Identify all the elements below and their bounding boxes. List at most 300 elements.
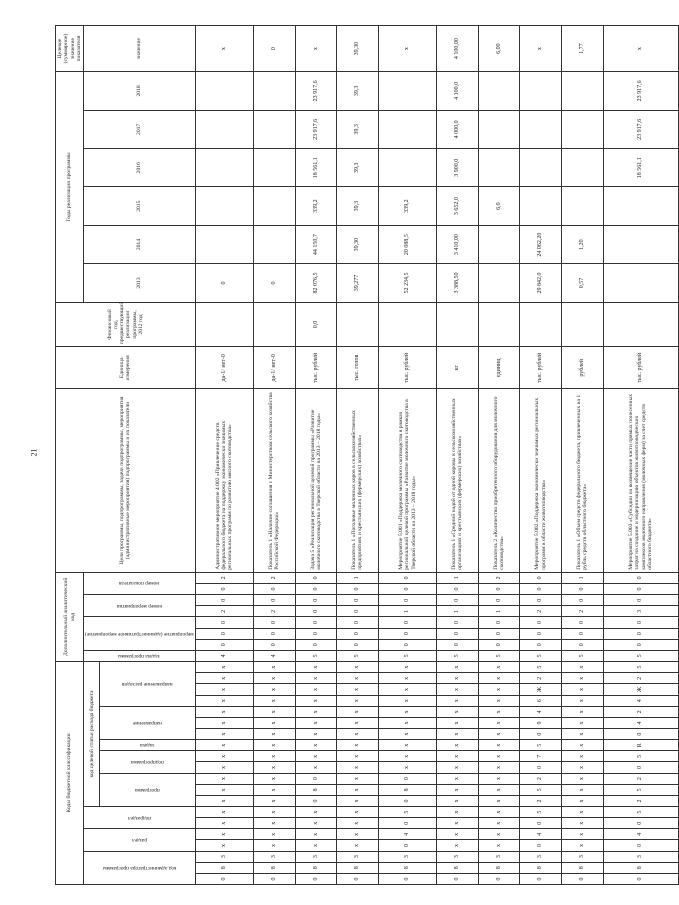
code-digit: х xyxy=(295,729,337,740)
code-digit: 0 xyxy=(253,617,295,628)
code-digit: 0 xyxy=(295,628,337,639)
code-digit: 0 xyxy=(520,873,562,884)
row-year-value xyxy=(478,264,520,302)
code-digit: х xyxy=(378,695,436,706)
code-digit: х xyxy=(378,762,436,773)
code-digit: 5 xyxy=(520,807,562,818)
code-digit: R xyxy=(603,740,678,751)
row-base-year: 0,0 xyxy=(295,302,337,347)
code-digit: 8 xyxy=(295,862,337,873)
code-digit: 0 xyxy=(561,617,603,628)
code-digit: Ж xyxy=(603,684,678,695)
code-digit: 0 xyxy=(295,606,337,617)
code-digit: 0 xyxy=(378,795,436,806)
code-digit: 0 xyxy=(378,617,436,628)
code-digit: х xyxy=(337,762,379,773)
code-digit: х xyxy=(195,729,253,740)
year-header-2014: 2014 xyxy=(84,225,196,263)
code-digit: х xyxy=(478,795,520,806)
code-digit: 0 xyxy=(295,617,337,628)
code-digit: х xyxy=(337,729,379,740)
table-row xyxy=(337,26,379,885)
code-digit: 0 xyxy=(295,795,337,806)
row-year-value xyxy=(520,110,562,148)
code-digit: 0 xyxy=(437,583,479,594)
code-digit: х xyxy=(478,729,520,740)
code-digit: 8 xyxy=(520,862,562,873)
code-digit: х xyxy=(337,673,379,684)
code-digit: 0 xyxy=(603,818,678,829)
code-digit: х xyxy=(437,795,479,806)
page-number: 21 xyxy=(29,448,39,457)
code-digit: 0 xyxy=(378,583,436,594)
row-year-value xyxy=(603,264,678,302)
code-digit: 0 xyxy=(195,617,253,628)
code-digit: х xyxy=(337,740,379,751)
code-digit: 5 xyxy=(520,784,562,795)
code-digit: 2 xyxy=(561,606,603,617)
subsection-header-label: подраздел xyxy=(127,814,151,821)
code-digit: х xyxy=(478,840,520,851)
code-digit: х xyxy=(437,773,479,784)
code-digit: 0 xyxy=(603,595,678,606)
code-digit: 4 xyxy=(603,829,678,840)
code-digit: 0 xyxy=(337,617,379,628)
code-digit: х xyxy=(253,840,295,851)
row-year-value: 39,3 xyxy=(337,187,379,225)
code-digit: 0 xyxy=(253,628,295,639)
year-header-2016: 2016 xyxy=(84,149,196,187)
row-base-year xyxy=(478,302,520,347)
row-unit: да-1/ нет-0 xyxy=(253,347,295,389)
code-digit: х xyxy=(437,762,479,773)
code-digit: 3 xyxy=(603,606,678,617)
row-unit: тыс. голов xyxy=(337,347,379,389)
row-year-value xyxy=(520,72,562,110)
code-digit: 0 xyxy=(603,628,678,639)
subsection-header xyxy=(84,807,196,829)
code-digit: х xyxy=(253,773,295,784)
code-digit: 6 xyxy=(520,695,562,706)
row-year-value: 39,3 xyxy=(337,72,379,110)
code-digit: х xyxy=(561,773,603,784)
code-digit: 0 xyxy=(603,572,678,583)
code-digit: 8 xyxy=(437,862,479,873)
row-description: Показатель 1 «Поголовье молочных коров в сельскохозяйственных предприятиях и крестьянских (фермерских) хозяйствах» xyxy=(337,389,379,572)
code-digit: х xyxy=(337,706,379,717)
code-digit: 0 xyxy=(295,873,337,884)
code-digit: х xyxy=(437,717,479,728)
code-digit: х xyxy=(478,762,520,773)
code-digit: 2 xyxy=(603,706,678,717)
code-digit: х xyxy=(561,795,603,806)
code-digit: 0 xyxy=(253,639,295,650)
code-digit: х xyxy=(478,740,520,751)
code-digit: х xyxy=(295,695,337,706)
expense-direction-subheader xyxy=(100,661,195,706)
row-description: Административное мероприятие 4.002 «Привлечение средств федерального бюджета на поддержку экономически значимых региональных программ по развитию мясного скотоводства» xyxy=(195,389,253,572)
row-unit: единиц xyxy=(478,347,520,389)
expense-direction-subheader-label: направление расходов xyxy=(122,680,173,687)
code-digit: х xyxy=(437,840,479,851)
code-digit: 0 xyxy=(478,873,520,884)
code-digit: 0 xyxy=(520,583,562,594)
code-digit: х xyxy=(253,661,295,672)
code-digit: 5 xyxy=(295,650,337,661)
row-year-value xyxy=(195,149,253,187)
code-digit: 0 xyxy=(337,595,379,606)
code-digit: х xyxy=(253,762,295,773)
row-target-value: х xyxy=(520,26,562,72)
row-base-year xyxy=(561,302,603,347)
code-digit: 0 xyxy=(603,873,678,884)
row-year-value: 3 652,0 xyxy=(437,187,479,225)
code-digit: 2 xyxy=(520,773,562,784)
code-digit: 0 xyxy=(295,583,337,594)
code-digit: 2 xyxy=(603,773,678,784)
row-year-value xyxy=(520,149,562,187)
code-digit: 2 xyxy=(520,673,562,684)
code-digit: 2 xyxy=(195,606,253,617)
code-digit: 0 xyxy=(195,873,253,884)
code-digit: х xyxy=(337,818,379,829)
row-year-value: 20 088,5 xyxy=(378,225,436,263)
row-year-value xyxy=(478,225,520,263)
code-digit: х xyxy=(437,784,479,795)
code-digit: 0 xyxy=(437,873,479,884)
row-year-value xyxy=(253,72,295,110)
code-digit: 0 xyxy=(337,628,379,639)
program-table-sheet xyxy=(55,25,653,885)
code-digit: 0 xyxy=(295,572,337,583)
code-digit: 0 xyxy=(195,595,253,606)
code-digit: 4 xyxy=(195,650,253,661)
code-digit: х xyxy=(561,740,603,751)
section-header-label: раздел xyxy=(131,836,147,843)
row-year-value: 1,20 xyxy=(561,225,603,263)
row-target-value: х xyxy=(195,26,253,72)
row-base-year xyxy=(337,302,379,347)
code-digit: х xyxy=(478,661,520,672)
row-unit: рублей xyxy=(561,347,603,389)
row-year-value xyxy=(561,187,603,225)
code-digit: 3 xyxy=(253,851,295,862)
code-digit: 0 xyxy=(603,639,678,650)
code-digit: х xyxy=(437,740,479,751)
code-digit: 5 xyxy=(561,650,603,661)
code-digit: 2 xyxy=(253,606,295,617)
code-digit: х xyxy=(337,751,379,762)
code-digit: х xyxy=(437,729,479,740)
code-digit: 2 xyxy=(520,606,562,617)
row-target-value: 0 xyxy=(253,26,295,72)
code-digit: 0 xyxy=(437,639,479,650)
row-year-value xyxy=(378,72,436,110)
code-digit: 0 xyxy=(378,818,436,829)
row-year-value xyxy=(561,149,603,187)
code-digit: х xyxy=(478,717,520,728)
code-digit: 0 xyxy=(520,595,562,606)
code-digit: 0 xyxy=(437,595,479,606)
code-digit: х xyxy=(295,740,337,751)
program-task-header-label: задача программы xyxy=(118,652,161,659)
code-digit: х xyxy=(561,807,603,818)
row-year-value: 6,0 xyxy=(478,187,520,225)
code-digit: х xyxy=(561,784,603,795)
code-digit: 3 xyxy=(337,851,379,862)
code-digit: 5 xyxy=(603,807,678,818)
code-digit: 5 xyxy=(520,740,562,751)
code-digit: 5 xyxy=(603,751,678,762)
code-digit: 0 xyxy=(478,628,520,639)
code-digit: 4 xyxy=(378,829,436,840)
code-digit: х xyxy=(478,695,520,706)
code-digit: х xyxy=(253,717,295,728)
activity-number-header xyxy=(84,595,196,617)
code-digit: 0 xyxy=(478,595,520,606)
code-digit: х xyxy=(437,818,479,829)
row-unit: тыс. рублей xyxy=(520,347,562,389)
direction-subheader xyxy=(100,706,195,739)
table-row xyxy=(478,26,520,885)
row-year-value xyxy=(520,187,562,225)
target-header: Целевое (суммарное) значение показателя xyxy=(56,26,84,72)
code-digit: 0 xyxy=(195,639,253,650)
row-year-value: 39,30 xyxy=(337,225,379,263)
admin-code-header xyxy=(84,851,196,884)
row-base-year xyxy=(437,302,479,347)
row-base-year xyxy=(195,302,253,347)
code-digit: х xyxy=(195,695,253,706)
code-digit: 0 xyxy=(520,617,562,628)
code-digit: 0 xyxy=(253,595,295,606)
code-digit: х xyxy=(253,740,295,751)
code-digit: х xyxy=(195,740,253,751)
code-digit: х xyxy=(561,684,603,695)
code-digit: 0 xyxy=(520,818,562,829)
code-digit: х xyxy=(561,829,603,840)
code-digit: 4 xyxy=(603,717,678,728)
code-digit: х xyxy=(195,751,253,762)
code-digit: 2 xyxy=(195,572,253,583)
code-digit: х xyxy=(337,840,379,851)
row-year-value: 29 842,0 xyxy=(520,264,562,302)
code-digit: 2 xyxy=(603,795,678,806)
code-digit: х xyxy=(478,807,520,818)
row-base-year xyxy=(378,302,436,347)
row-year-value: 18 561,1 xyxy=(603,149,678,187)
code-digit: х xyxy=(337,784,379,795)
code-digit: х xyxy=(295,706,337,717)
code-digit: 3 xyxy=(561,851,603,862)
table-row xyxy=(437,26,479,885)
row-year-value xyxy=(478,110,520,148)
code-digit: х xyxy=(378,751,436,762)
code-digit: х xyxy=(378,661,436,672)
code-digit: х xyxy=(295,684,337,695)
code-digit: х xyxy=(253,818,295,829)
code-digit: х xyxy=(195,684,253,695)
fin-year-header: Финансовый год, предшествующий реализации программы, 2012 год xyxy=(56,302,196,347)
code-digit: 0 xyxy=(561,583,603,594)
row-target-value: х xyxy=(295,26,337,72)
row-year-value: 23 917,6 xyxy=(295,110,337,148)
code-digit: 0 xyxy=(478,583,520,594)
table-row xyxy=(253,26,295,885)
code-digit: х xyxy=(378,673,436,684)
code-digit: 0 xyxy=(561,628,603,639)
code-digit: 4 xyxy=(520,706,562,717)
code-digit: х xyxy=(295,807,337,818)
code-digit: х xyxy=(561,673,603,684)
code-digit: х xyxy=(195,706,253,717)
code-digit: х xyxy=(561,840,603,851)
code-digit: 0 xyxy=(253,583,295,594)
code-digit: х xyxy=(295,818,337,829)
code-digit: 1 xyxy=(437,606,479,617)
code-digit: х xyxy=(337,684,379,695)
code-digit: 3 xyxy=(520,851,562,862)
code-digit: 0 xyxy=(520,729,562,740)
task-subheader-label: задача xyxy=(140,742,155,749)
row-description: Мероприятие 5.003 «Субсидии на возмещение части прямых понесенных затрат на создание и модернизацию объектов животноводческих комплексов молочного направления (молочных ферм) за счет средств областного бюджета» xyxy=(603,389,678,572)
code-digit: х xyxy=(478,784,520,795)
code-digit: 0 xyxy=(520,762,562,773)
code-digit: х xyxy=(378,684,436,695)
row-year-value: 4 100,0 xyxy=(437,72,479,110)
code-digit: 5 xyxy=(520,650,562,661)
code-digit: х xyxy=(195,762,253,773)
code-digit: 1 xyxy=(437,572,479,583)
code-digit: х xyxy=(195,673,253,684)
row-unit: тыс. рублей xyxy=(378,347,436,389)
code-digit: 8 xyxy=(603,862,678,873)
row-year-value xyxy=(478,72,520,110)
code-digit: 5 xyxy=(478,650,520,661)
row-year-value: 23 917,6 xyxy=(603,72,678,110)
code-digit: х xyxy=(478,751,520,762)
row-year-value xyxy=(253,187,295,225)
code-digit: х xyxy=(295,673,337,684)
row-description: Мероприятие 5.001 «Поддержка молочного скотоводства в рамках региональной целевой программы «Развитие молочного скотоводства в Тверской области на 2013 – 2018 годы» xyxy=(378,389,436,572)
admin-code-header-label: код администратора программы xyxy=(102,864,176,871)
code-digit: х xyxy=(253,729,295,740)
row-year-value: 18 561,1 xyxy=(295,149,337,187)
row-description: Показатель 2 «Количество приобретенного оборудования для молочного скотоводства» xyxy=(478,389,520,572)
code-digit: 0 xyxy=(378,595,436,606)
target-value-header: значение xyxy=(84,26,196,72)
row-unit: да-1/ нет-0 xyxy=(195,347,253,389)
code-digit: 5 xyxy=(603,650,678,661)
code-digit: 0 xyxy=(520,840,562,851)
code-digit: 0 xyxy=(378,840,436,851)
row-base-year xyxy=(520,302,562,347)
row-year-value xyxy=(478,149,520,187)
row-target-value: 1,77 xyxy=(561,26,603,72)
code-digit: 1 xyxy=(337,572,379,583)
row-year-value: 39,3 xyxy=(337,110,379,148)
row-target-value: 39,30 xyxy=(337,26,379,72)
code-digit: 1 xyxy=(561,572,603,583)
row-year-value: 0 xyxy=(253,264,295,302)
code-digit: 0 xyxy=(603,762,678,773)
code-digit: х xyxy=(478,684,520,695)
year-header-2013: 2013 xyxy=(84,264,196,302)
indicator-number-header-label: номер показателя xyxy=(119,580,160,587)
code-digit: 0 xyxy=(337,606,379,617)
row-year-value: 39,3 xyxy=(337,149,379,187)
task-subheader xyxy=(100,740,195,751)
row-year-value: 0,57 xyxy=(561,264,603,302)
row-base-year xyxy=(603,302,678,347)
code-digit: 3 xyxy=(195,851,253,862)
table-row xyxy=(561,26,603,885)
code-digit: х xyxy=(295,751,337,762)
code-digit: х xyxy=(337,829,379,840)
code-digit: 0 xyxy=(253,873,295,884)
code-digit: х xyxy=(253,706,295,717)
years-header: Годы реализации программы xyxy=(56,72,84,303)
row-year-value: 82 076,5 xyxy=(295,264,337,302)
year-header-2018: 2018 xyxy=(84,72,196,110)
program-table xyxy=(55,25,679,885)
activity-number-header-label: номер мероприятия xyxy=(116,602,162,609)
program-subheader xyxy=(100,773,195,806)
row-year-value xyxy=(195,72,253,110)
row-year-value xyxy=(253,149,295,187)
code-digit: 0 xyxy=(603,583,678,594)
table-row xyxy=(195,26,253,885)
code-digit: 2 xyxy=(520,795,562,806)
code-digit: 0 xyxy=(195,628,253,639)
code-digit: 0 xyxy=(378,873,436,884)
row-year-value: 3 900,0 xyxy=(437,149,479,187)
code-digit: х xyxy=(478,706,520,717)
additional-code-header: Дополнительный аналитический код xyxy=(56,572,84,661)
code-digit: х xyxy=(253,695,295,706)
direction-subheader-label: направление xyxy=(133,719,162,726)
row-year-value xyxy=(378,149,436,187)
code-digit: х xyxy=(378,740,436,751)
code-digit: 1 xyxy=(378,606,436,617)
code-digit: х xyxy=(295,717,337,728)
row-year-value xyxy=(561,110,603,148)
indicator-number-header xyxy=(84,572,196,594)
code-digit: 4 xyxy=(603,695,678,706)
code-digit: х xyxy=(195,717,253,728)
code-digit: 9 xyxy=(520,717,562,728)
code-digit: 0 xyxy=(337,873,379,884)
code-digit: х xyxy=(253,751,295,762)
code-digit: 2 xyxy=(603,673,678,684)
code-digit: 0 xyxy=(520,628,562,639)
row-description: Показатель 1 «Наличие соглашения с Министерством сельского хозяйства Российской Федерации» xyxy=(253,389,295,572)
code-digit: х xyxy=(561,706,603,717)
code-digit: 0 xyxy=(337,583,379,594)
program-subheader-label: программа xyxy=(135,786,160,793)
row-year-value xyxy=(378,110,436,148)
code-digit: 0 xyxy=(561,595,603,606)
row-year-value xyxy=(195,110,253,148)
code-digit: 8 xyxy=(295,784,337,795)
goals-header: Цели программы, подпрограммы, задачи подпрограммы, мероприятия (административные мероприятия) подпрограммы и их показатели xyxy=(56,389,196,572)
code-digit: 8 xyxy=(478,862,520,873)
code-digit: 5 xyxy=(603,784,678,795)
code-digit: х xyxy=(561,762,603,773)
code-digit: х xyxy=(195,795,253,806)
code-digit: 8 xyxy=(378,784,436,795)
code-digit: х xyxy=(478,673,520,684)
